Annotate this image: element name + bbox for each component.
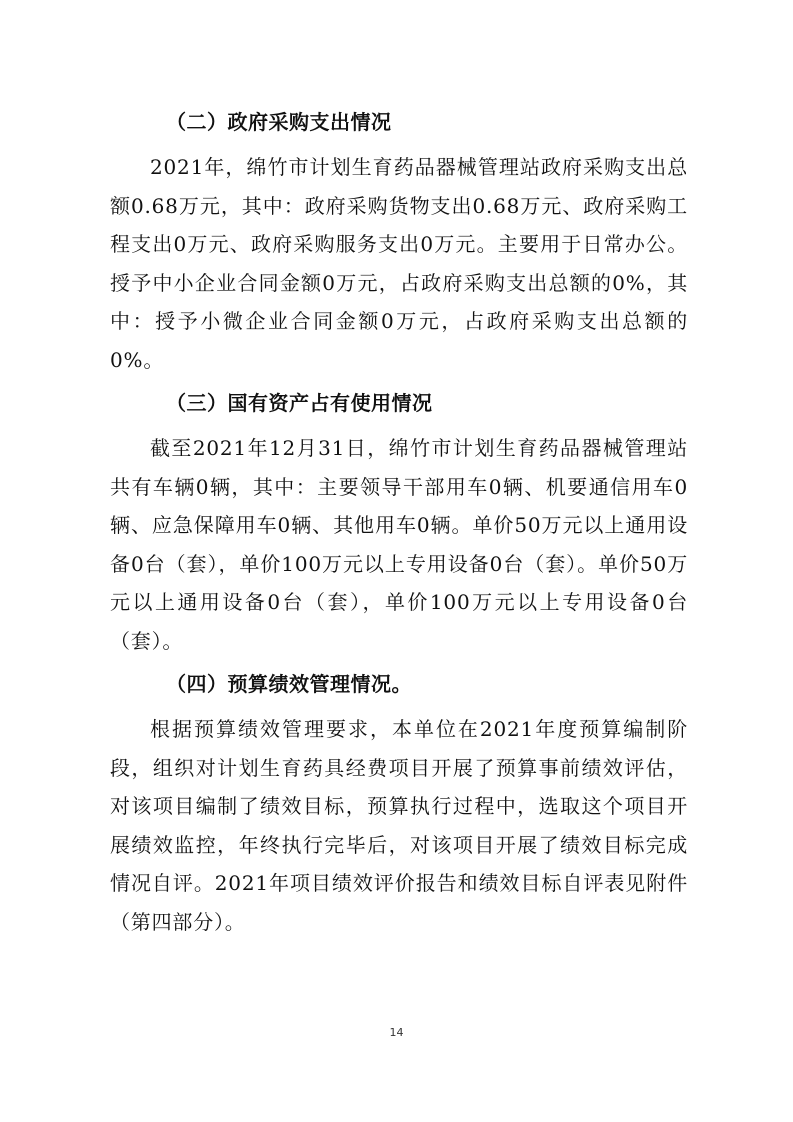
- section-heading-assets: （三）国有资产占有使用情况: [166, 391, 433, 415]
- page-content: [110, 98, 688, 941]
- section-body-performance: 根据预算绩效管理要求，本单位在2021年度预算编制阶段，组织对计划生育药具经费项目开展了预算事前绩效评估，对该项目编制了绩效目标，预算执行过程中，选取这个项目开展绩效监控，年终执行完毕后，对该项目开展了绩效目标完成情况自评。2021年项目绩效评价报告和绩效目标自评表见附件（第四部分）。: [110, 717, 688, 934]
- section-body-procurement: 2021年，绵竹市计划生育药品器械管理站政府采购支出总额0.68万元，其中：政府采购货物支出0.68万元、政府采购工程支出0万元、政府采购服务支出0万元。主要用于日常办公。授予中小企业合同金额0万元，占政府采购支出总额的0%，其中：授予小微企业合同金额0万元，占政府采购支出总额的0%。: [110, 155, 688, 372]
- section-heading-procurement: （二）政府采购支出情况: [166, 110, 392, 134]
- page-number: 14: [389, 1026, 404, 1039]
- section-body-assets: 截至2021年12月31日，绵竹市计划生育药品器械管理站共有车辆0辆，其中：主要领导干部用车0辆、机要通信用车0辆、应急保障用车0辆、其他用车0辆。单价50万元以上通用设备0台（套），单价100万元以上专用设备0台（套）。单价50万元以上通用设备0台（套），单价100万元以上专用设备0台（套）。: [110, 436, 688, 653]
- section-heading-performance: （四）预算绩效管理情况。: [166, 672, 412, 696]
